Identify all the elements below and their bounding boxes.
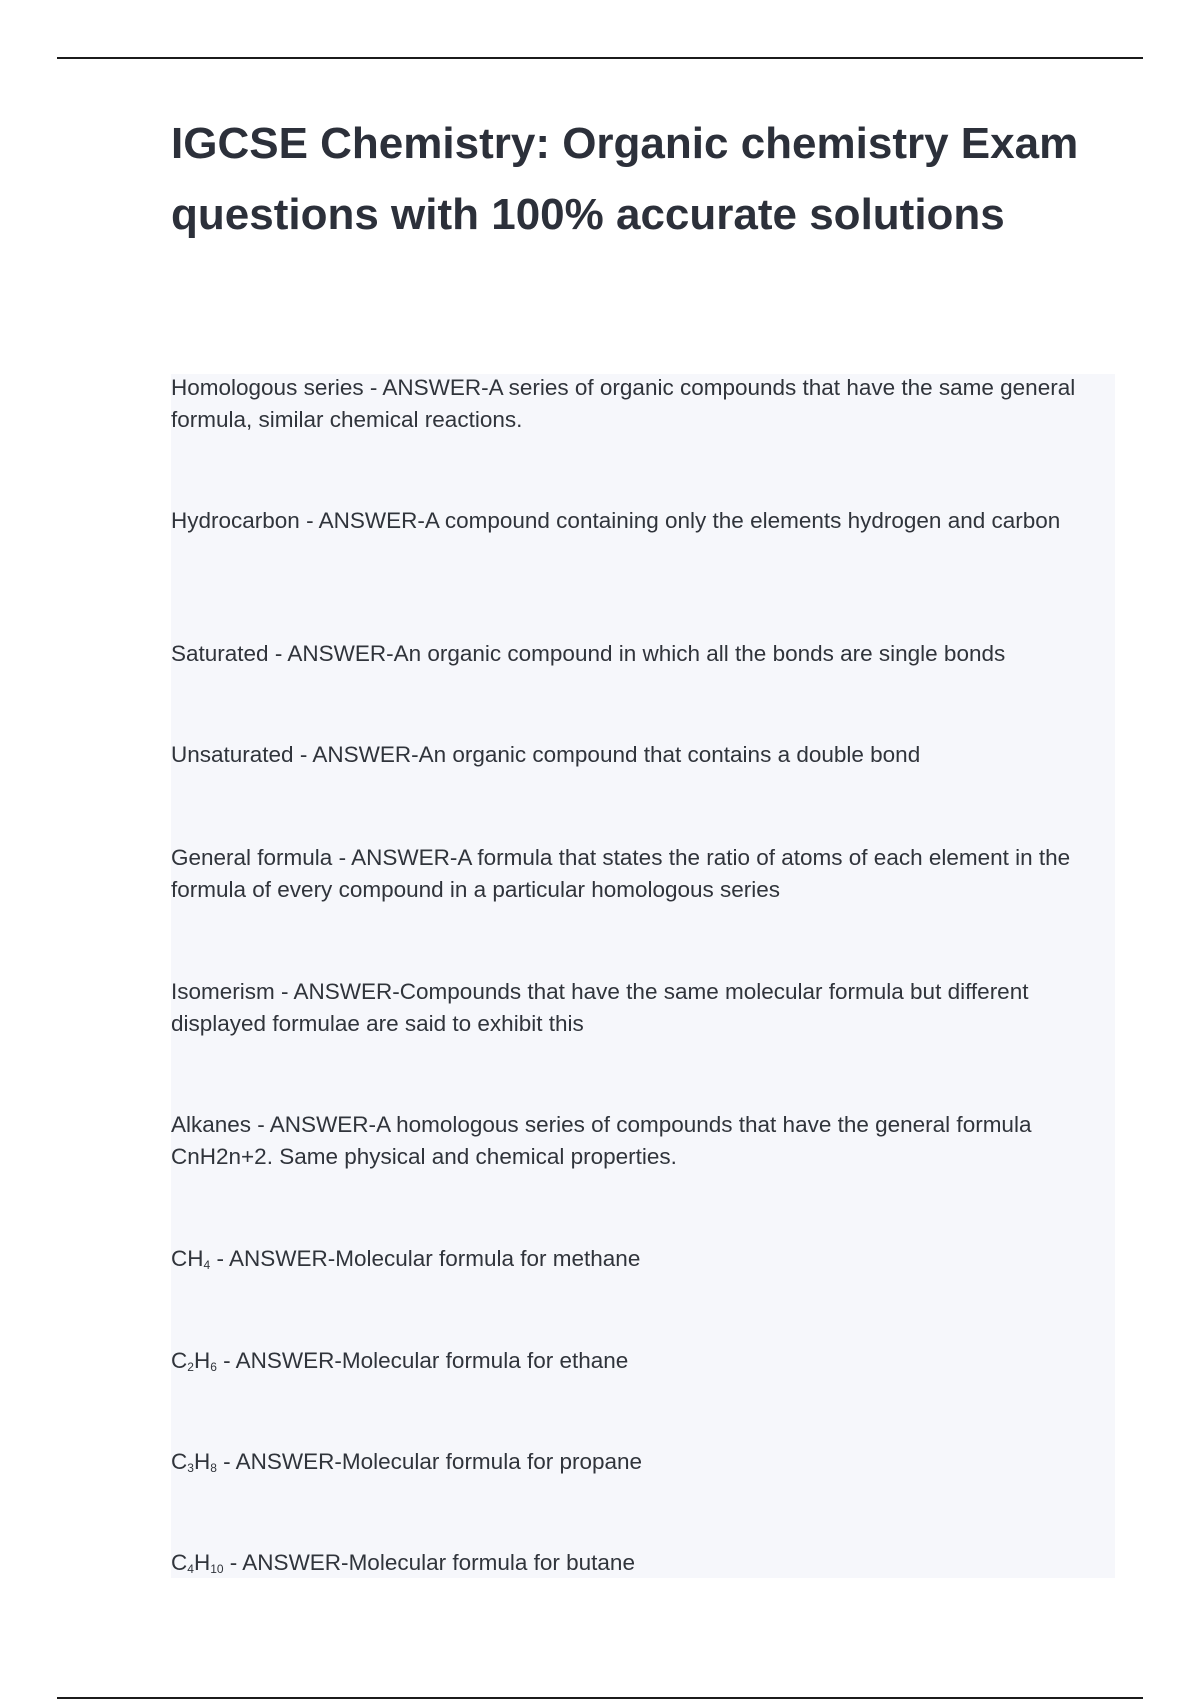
qa-entry-homologous-series xyxy=(171,372,1111,436)
entry-answer: Molecular formula for propane xyxy=(341,1449,643,1474)
entry-formula xyxy=(171,1550,224,1575)
entry-formula xyxy=(171,1348,217,1373)
entry-term: Isomerism xyxy=(171,979,275,1004)
entry-term: Unsaturated xyxy=(171,742,294,767)
entry-answer: A formula that states the ratio of atoms of each element in the formula of every compound in a particular homologous series xyxy=(171,845,1071,902)
entry-answer: A homologous series of compounds that have the general formula CnH2n+2. Same physical and chemical properties. xyxy=(171,1112,1032,1169)
entry-term: General formula xyxy=(171,845,333,870)
entry-formula xyxy=(171,1449,217,1474)
formula-carbon-count: 2 xyxy=(187,1360,194,1374)
entry-separator: - ANSWER- xyxy=(299,508,425,533)
entry-separator: - ANSWER- xyxy=(293,742,419,767)
entry-answer: Molecular formula for methane xyxy=(335,1246,641,1271)
document-title: IGCSE Chemistry: Organic chemistry Exam questions with 100% accurate solutions xyxy=(171,119,1079,239)
qa-entry-butane xyxy=(171,1547,1111,1579)
formula-hydrogen-count: 4 xyxy=(203,1258,211,1272)
qa-entry-hydrocarbon xyxy=(171,505,1111,537)
qa-entry-saturated xyxy=(171,638,1111,670)
qa-entry-isomerism xyxy=(171,976,1111,1040)
formula-carbon-count: 3 xyxy=(187,1461,194,1475)
entry-answer: Molecular formula for butane xyxy=(348,1550,635,1575)
entry-term: Alkanes xyxy=(171,1112,252,1137)
formula-carbon: C xyxy=(171,1348,188,1373)
entry-answer: A series of organic compounds that have the same general formula, similar chemical reactions. xyxy=(171,375,1076,432)
formula-hydrogen-count: 6 xyxy=(210,1360,217,1374)
entry-answer: An organic compound that contains a double bond xyxy=(418,742,921,767)
entry-separator: - ANSWER- xyxy=(223,1550,349,1575)
entry-term: Homologous series xyxy=(171,375,364,400)
entry-answer: An organic compound in which all the bonds are single bonds xyxy=(393,641,1006,666)
formula-carbon-count: 4 xyxy=(187,1562,194,1576)
qa-entry-ethane xyxy=(171,1345,1111,1377)
entry-formula xyxy=(171,1246,210,1271)
top-divider xyxy=(57,57,1143,59)
formula-hydrogen-count: 10 xyxy=(210,1562,224,1576)
formula-hydrogen: H xyxy=(193,1449,211,1474)
formula-hydrogen-count: 8 xyxy=(210,1461,217,1475)
qa-entry-propane xyxy=(171,1446,1111,1478)
qa-entry-methane xyxy=(171,1243,1111,1275)
entry-term: Saturated xyxy=(171,641,269,666)
qa-entry-alkanes xyxy=(171,1109,1111,1173)
entry-answer: Molecular formula for ethane xyxy=(341,1348,629,1373)
entry-separator: - ANSWER- xyxy=(268,641,394,666)
formula-carbon: C xyxy=(171,1550,188,1575)
entry-separator: - ANSWER- xyxy=(363,375,489,400)
entry-separator: - ANSWER- xyxy=(216,1348,342,1373)
entry-separator: - ANSWER- xyxy=(332,845,458,870)
entry-separator: - ANSWER- xyxy=(274,979,400,1004)
formula-hydrogen: H xyxy=(193,1348,211,1373)
formula-carbon: C xyxy=(171,1449,188,1474)
entry-answer: Compounds that have the same molecular formula but different displayed formulae are said to exhibit this xyxy=(171,979,1029,1036)
formula-hydrogen: H xyxy=(187,1246,204,1271)
entry-term: Hydrocarbon xyxy=(171,508,300,533)
entry-separator: - ANSWER- xyxy=(210,1246,336,1271)
entry-separator: - ANSWER- xyxy=(216,1449,342,1474)
qa-entry-general-formula xyxy=(171,842,1111,906)
entry-separator: - ANSWER- xyxy=(251,1112,377,1137)
bottom-divider xyxy=(57,1697,1143,1699)
formula-hydrogen: H xyxy=(193,1550,211,1575)
entry-answer: A compound containing only the elements hydrogen and carbon xyxy=(424,508,1061,533)
formula-carbon: C xyxy=(171,1246,188,1271)
qa-entry-unsaturated xyxy=(171,739,1111,771)
